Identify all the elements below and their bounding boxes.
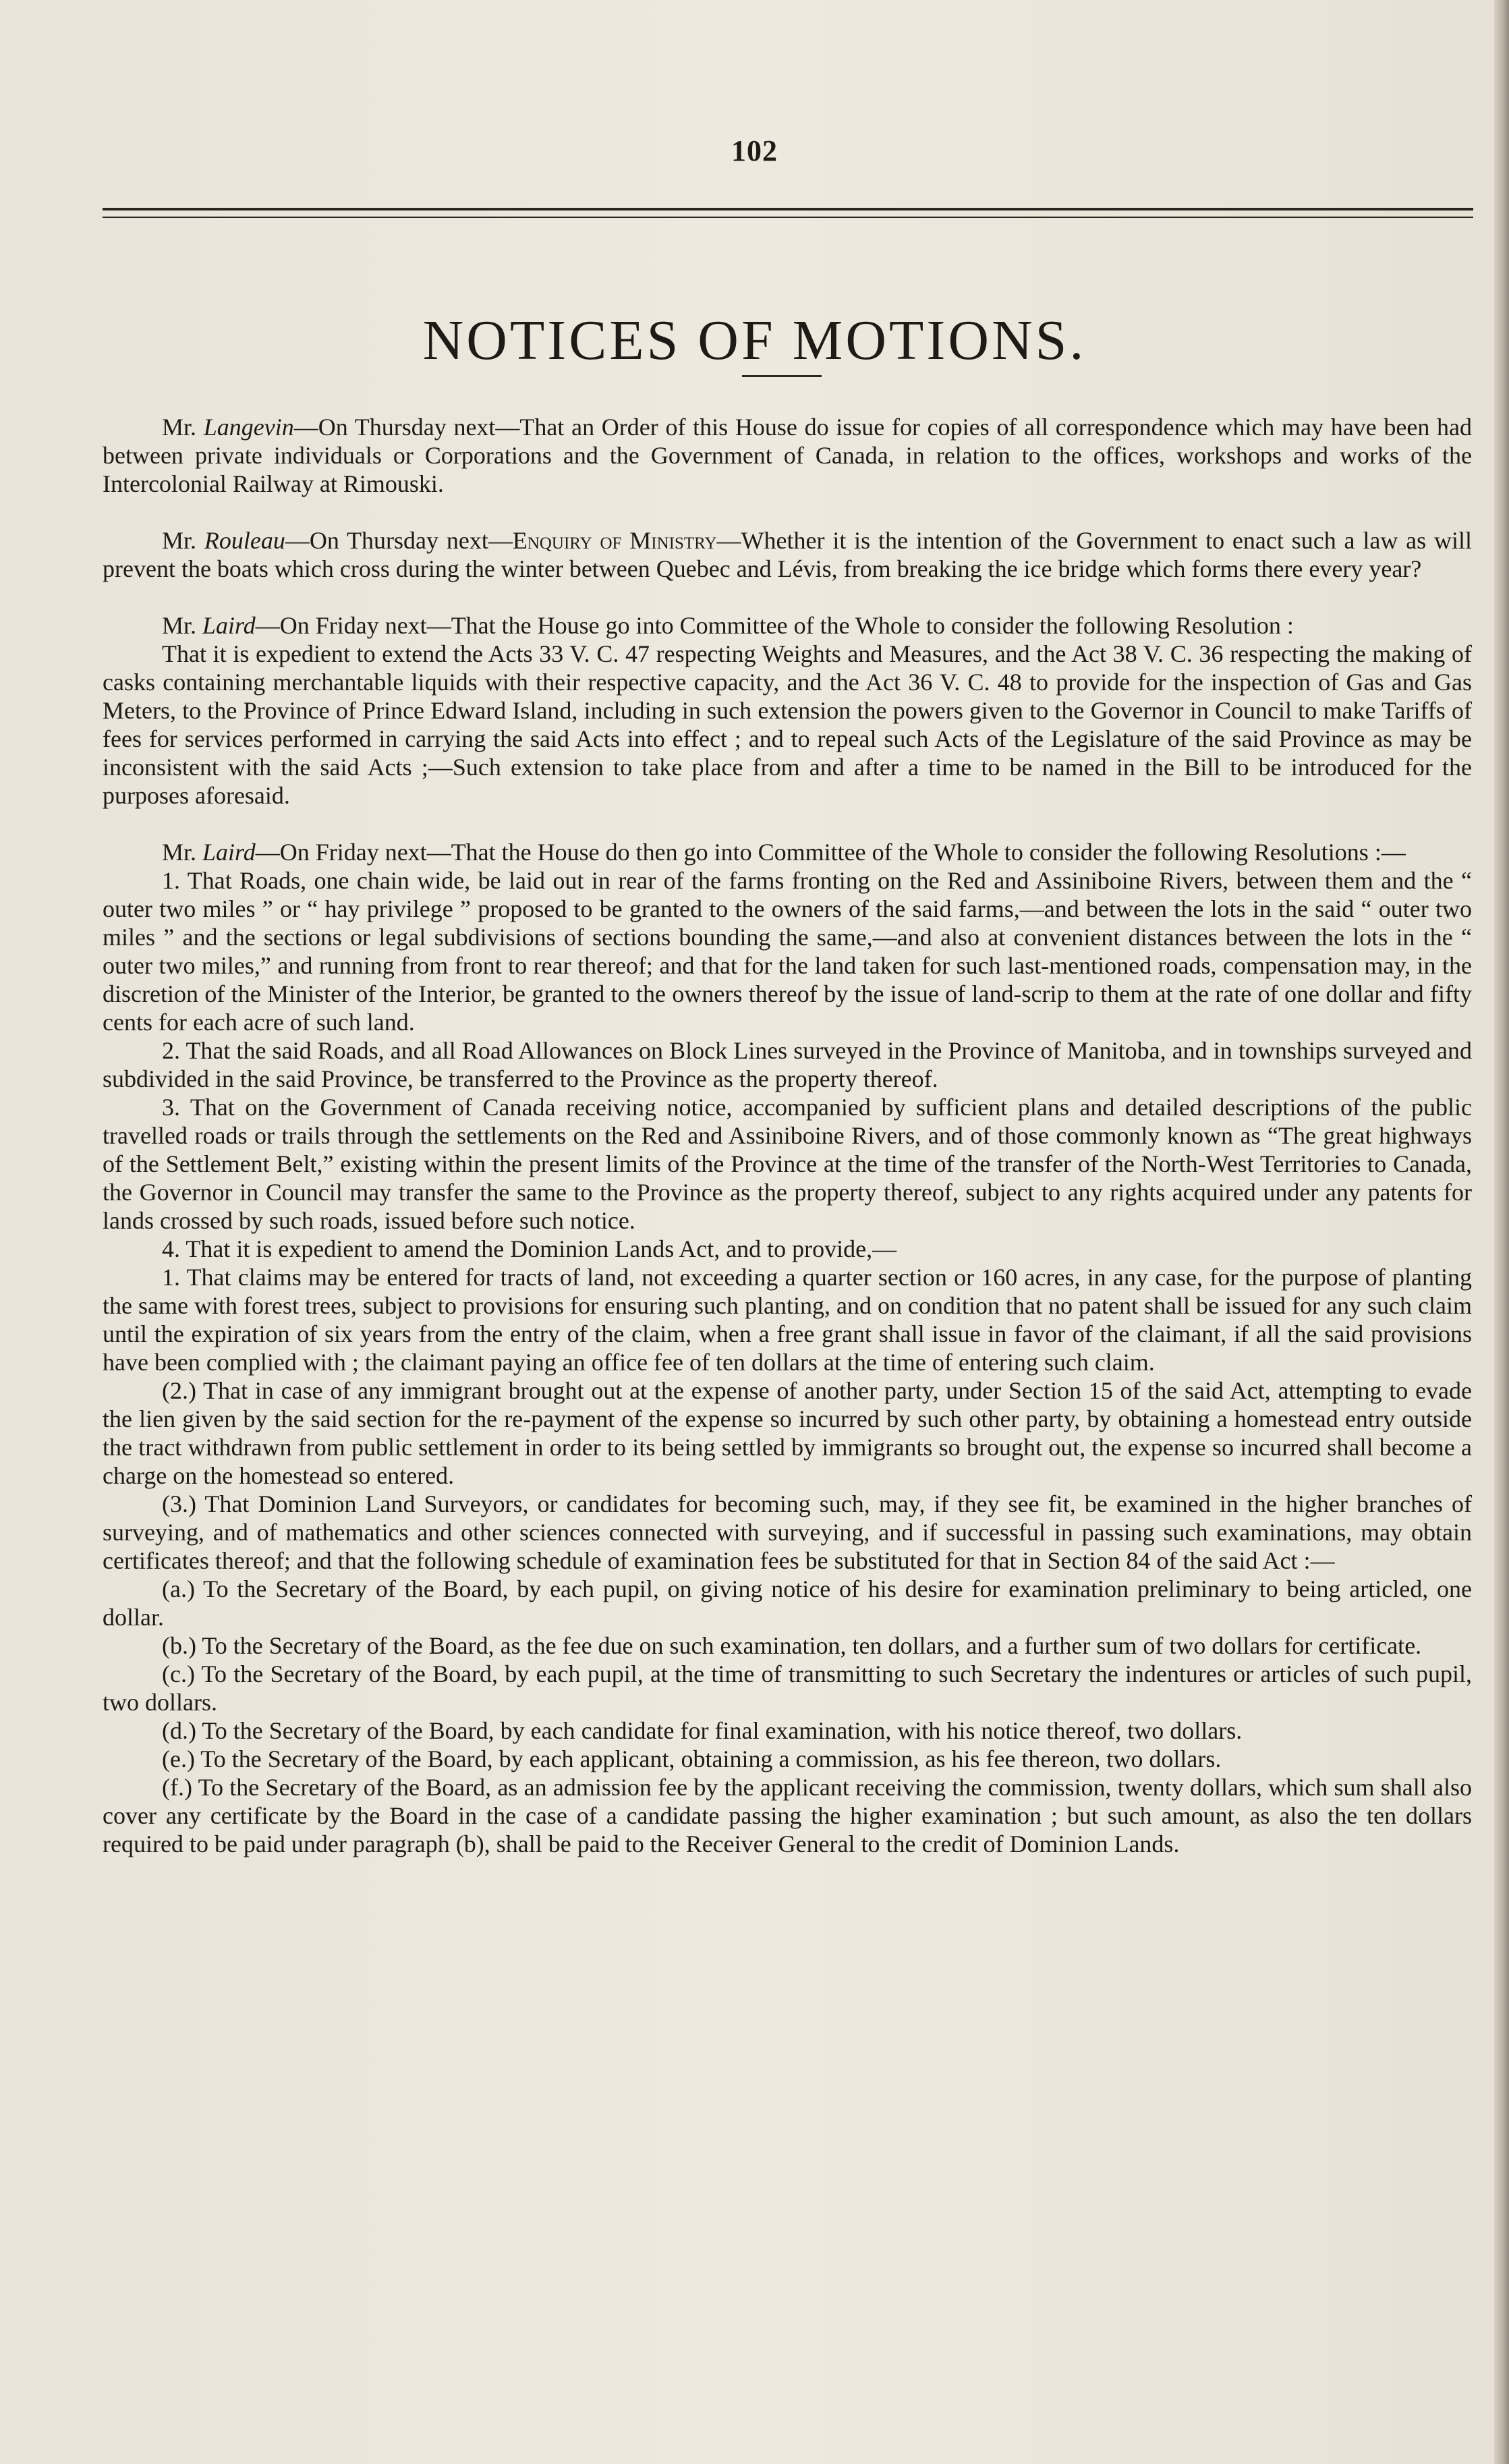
motion-prefix: Mr.	[162, 414, 204, 441]
motion-mover: Laird	[202, 612, 256, 639]
header-rule-thin	[103, 217, 1473, 218]
fee-e: (e.) To the Secretary of the Board, by each applicant, obtaining a commission, as his fee thereon, two dollars.	[162, 1745, 1222, 1772]
motion-prefix: Mr.	[162, 612, 203, 639]
motion-mover: Langevin	[203, 414, 294, 441]
fee-c: (c.) To the Secretary of the Board, by each pupil, at the time of transmitting to such Secretary the indentures or articles of such pupil, two dollars.	[103, 1660, 1472, 1716]
provision-1: 1. That claims may be entered for tracts of land, not exceeding a quarter section or 160 acres, in any case, for the purpose of planting the same with forest trees, subject to provisions for ensuring such planting, and on condition that no patent shall be issued for any such claim until the expiration of six years from the entry of the claim, when a free grant shall issue in favor of the claimant, if all the said provisions have been complied with ; the claimant paying an office fee of ten dollars at the time of entering such claim.	[103, 1264, 1472, 1376]
motion-laird-weights	[103, 611, 1472, 640]
fee-d: (d.) To the Secretary of the Board, by each candidate for final examination, with his notice thereof, two dollars.	[162, 1717, 1243, 1744]
motion-langevin	[103, 413, 1472, 498]
motion-text: —On Friday next—That the House do then go into Committee of the Whole to consider the following Resolutions :—	[255, 839, 1406, 866]
resolution-item-2: 2. That the said Roads, and all Road Allowances on Block Lines surveyed in the Province of Manitoba, and in townships surveyed and subdivided in the said Province, be transferred to the Province as the property thereof.	[103, 1037, 1472, 1092]
motion-mover: Laird	[202, 839, 256, 866]
provision-2: (2.) That in case of any immigrant brought out at the expense of another party, under Section 15 of the said Act, attempting to evade the lien given by the said section for the re-payment of the expense so incurred by such other party, by obtaining a homestead entry outside the tract withdrawn from public settlement in order to its being settled by immigrants so brought out, the expense so incurred shall become a charge on the homestead so entered.	[103, 1377, 1472, 1489]
motion-text-before: —On Thursday next—	[285, 527, 513, 554]
motion-rouleau	[103, 526, 1472, 583]
resolution-item-4: 4. That it is expedient to amend the Dominion Lands Act, and to provide,—	[162, 1235, 897, 1262]
resolution-item-3: 3. That on the Government of Canada receiving notice, accompanied by sufficient plans and detailed descriptions of the public travelled roads or trails through the settlements on the Red and Assiniboine Rivers, and of those commonly known as “The great highways of the Settlement Belt,” existing within the present limits of the Province at the time of the transfer of the North-West Territories to Canada, the Governor in Council may transfer the same to the Province as the property thereof, subject to any rights acquired under any patents for lands crossed by such roads, issued before such notice.	[103, 1094, 1472, 1234]
motion-prefix: Mr.	[162, 527, 204, 554]
motions-body	[103, 413, 1472, 1858]
fee-b: (b.) To the Secretary of the Board, as the fee due on such examination, ten dollars, and a further sum of two dollars for certificate.	[162, 1632, 1422, 1659]
heading-divider	[742, 375, 822, 377]
motion-text: —Whether it is the intention of the Government to enact such a law as will prevent the boats which cross during the winter between Quebec and Lévis, from breaking the ice bridge which forms there every year?	[103, 527, 1473, 582]
resolution-text: That it is expedient to extend the Acts 33 V. C. 47 respecting Weights and Measures, and the Act 38 V. C. 36 respecting the making of casks containing merchantable liquids with their respective capacity, and the Act 36 V. C. 48 to provide for the inspection of Gas and Gas Meters, to the Province of Prince Edward Island, including in such extension the powers given to the Governor in Council to make Tariffs of fees for services performed in carrying the said Acts into effect ; and to repeal such Acts of the Legislature of the said Province as may be inconsistent with the said Acts ;—Such extension to take place from and after a time to be named in the Bill to be introduced for the purposes aforesaid.	[103, 640, 1472, 809]
header-rule-thick	[103, 208, 1473, 211]
page-number: 102	[731, 134, 778, 167]
motion-prefix: Mr.	[162, 839, 203, 866]
motion-text: —On Thursday next—That an Order of this House do issue for copies of all correspondence which may have been had between private individuals or Corporations and the Government of Canada, in relation to the offices, workshops and works of the Intercolonial Railway at Rimouski.	[103, 414, 1472, 497]
fee-a: (a.) To the Secretary of the Board, by each pupil, on giving notice of his desire for examination preliminary to being articled, one dollar.	[103, 1575, 1472, 1631]
motion-laird-roads	[103, 838, 1472, 866]
resolution-item-1: 1. That Roads, one chain wide, be laid out in rear of the farms fronting on the Red and Assiniboine Rivers, between them and the “ outer two miles ” or “ hay privilege ” proposed to be granted to the owners of the said farms,—and between the lots in the said “ outer two miles ” and the sections or legal subdivisions of sections bounding the same,—and also at convenient distances between the lots in the “ outer two miles,” and running from front to rear thereof; and that for the land taken for such last-mentioned roads, compensation may, in the discretion of the Minister of the Interior, be granted to the owners thereof by the issue of land-scrip to them at the rate of one dollar and fifty cents for each acre of such land.	[103, 867, 1472, 1036]
page-heading: NOTICES OF MOTIONS.	[422, 309, 1087, 372]
motion-mover: Rouleau	[204, 527, 285, 554]
provision-3: (3.) That Dominion Land Surveyors, or candidates for becoming such, may, if they see fit, be examined in the higher branches of surveying, and of mathematics and other sciences connected with surveying, and if successful in passing such examinations, may obtain certificates thereof; and that the following schedule of examination fees be substituted for that in Section 84 of the said Act :—	[103, 1490, 1472, 1574]
enquiry-label: Enquiry of Ministry	[512, 527, 717, 554]
fee-f: (f.) To the Secretary of the Board, as an admission fee by the applicant receiving the commission, twenty dollars, which sum shall also cover any certificate by the Board in the case of a candidate passing the higher examination ; but such amount, as also the ten dollars required to be paid under paragraph (b), shall be paid to the Receiver General to the credit of Dominion Lands.	[103, 1774, 1472, 1857]
motion-text: —On Friday next—That the House go into Committee of the Whole to consider the following Resolution :	[255, 612, 1294, 639]
